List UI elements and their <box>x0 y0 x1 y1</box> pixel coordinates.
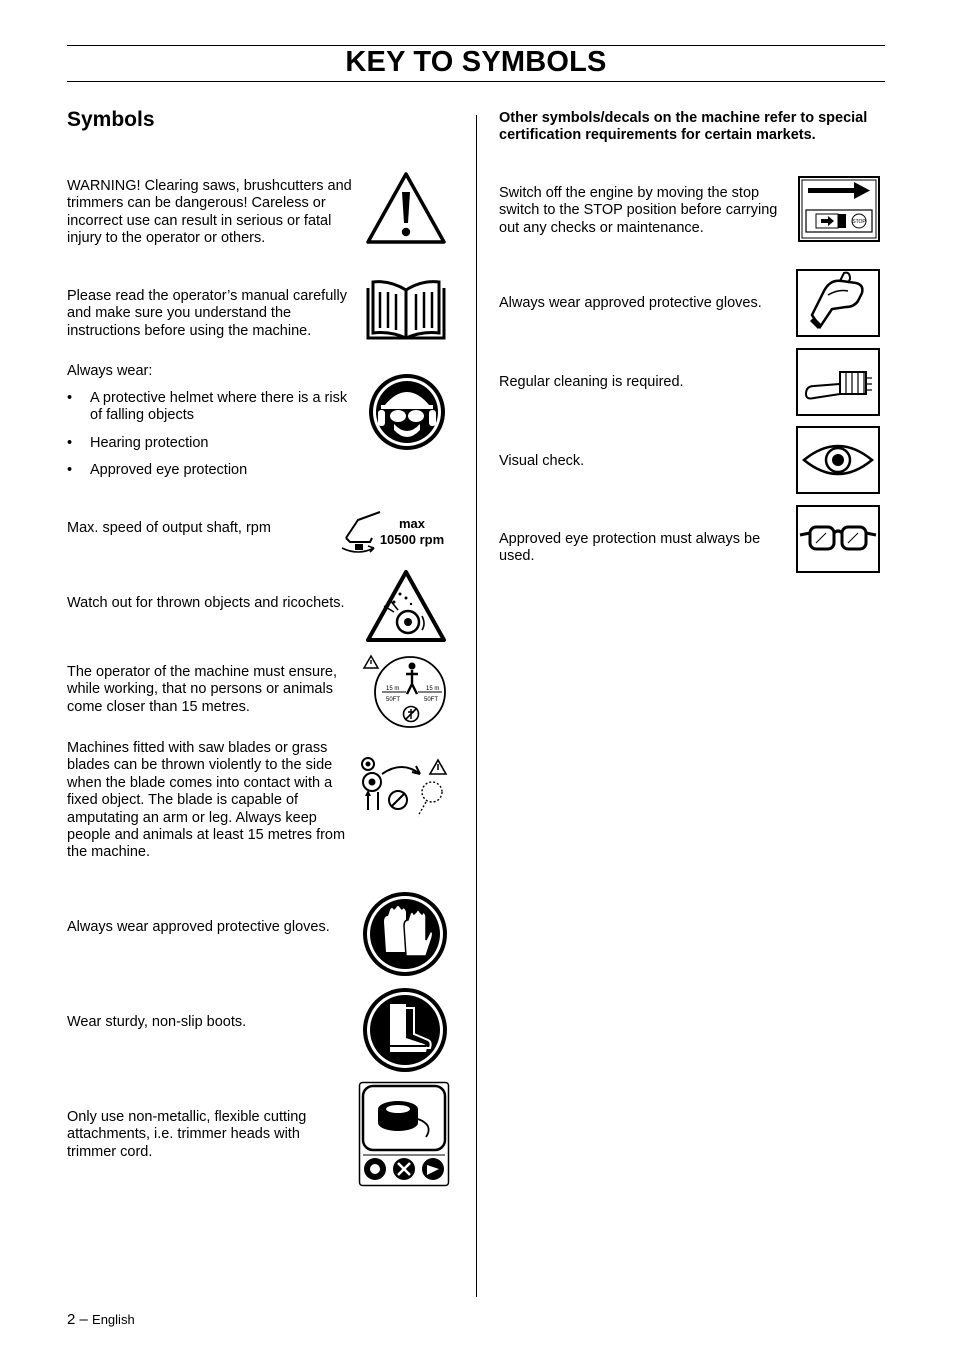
safety-glasses-icon <box>796 505 880 573</box>
gloves-text-left: Always wear approved protective gloves. <box>67 919 330 935</box>
footer-language: English <box>92 1312 135 1327</box>
visual-check-text: Visual check. <box>499 453 585 469</box>
wear-item-text: Hearing protection <box>90 435 209 451</box>
header-bottom-rule <box>67 81 885 82</box>
footer-dash: – <box>75 1311 93 1328</box>
distance-icon-right-ft: 50FT <box>424 697 439 703</box>
max-speed-rpm-icon <box>340 510 452 556</box>
stop-switch-text: Switch off the engine by moving the stop switch to the STOP position before carrying out any checks or maintenance. <box>499 185 778 236</box>
page-footer <box>67 1311 135 1328</box>
wear-item: • Hearing protection <box>67 435 209 451</box>
stop-switch-decal-icon <box>798 176 880 242</box>
wear-item-text: Approved eye protection <box>90 462 248 478</box>
wear-item: • A protective helmet where there is a risk of falling objects <box>67 390 348 424</box>
always-wear-label: Always wear: <box>67 363 153 379</box>
gloves-text-right: Always wear approved protective gloves. <box>499 295 762 311</box>
trimmer-head-only-icon <box>358 1081 450 1187</box>
distance-icon-right-m: 15 m <box>426 686 440 692</box>
safety-boots-icon <box>362 986 448 1074</box>
column-divider <box>476 115 477 1297</box>
warning-triangle-icon <box>364 170 448 246</box>
helmet-visor-earmuffs-icon <box>366 372 448 452</box>
blade-thrust-warning-icon <box>356 752 448 818</box>
distance-icon-left-ft: 50FT <box>386 697 401 703</box>
cleaning-text: Regular cleaning is required. <box>499 374 684 390</box>
safety-distance-15m-icon <box>362 654 450 730</box>
wear-item: • Approved eye protection <box>67 462 248 478</box>
max-speed-icon-line1: max <box>398 516 426 531</box>
other-symbols-intro: Other symbols/decals on the machine refer to special certification requirements for certain markets. <box>499 110 868 144</box>
thrown-objects-warning-icon <box>364 568 448 644</box>
eye-visual-check-icon <box>796 426 880 494</box>
page-number: 2 <box>67 1311 76 1328</box>
max-speed-text: Max. speed of output shaft, rpm <box>67 520 271 536</box>
page-title: KEY TO SYMBOLS <box>345 46 607 78</box>
open-book-icon <box>364 278 448 342</box>
section-title: Symbols <box>67 108 155 131</box>
wear-item-text: A protective helmet where there is a risk of falling objects <box>90 390 348 424</box>
blade-kick-text: Machines fitted with saw blades or grass blades can be thrown violently to the side when the blade comes into contact with a fixed object. The blade is capable of amputating an arm or leg. Always keep people and animals at least 15 metres from the machine. <box>67 740 346 861</box>
non-metallic-text: Only use non-metallic, flexible cutting attachments, i.e. trimmer heads with trimmer cord. <box>67 1109 307 1160</box>
boots-text: Wear sturdy, non-slip boots. <box>67 1014 247 1030</box>
manual-text: Please read the operator’s manual carefully and make sure you understand the instructions before using the machine. <box>67 288 347 339</box>
distance-text: The operator of the machine must ensure, while working, that no persons or animals come closer than 15 metres. <box>67 664 338 715</box>
thrown-objects-text: Watch out for thrown objects and ricochets. <box>67 595 345 611</box>
warning-text: WARNING! Clearing saws, brushcutters and trimmers can be dangerous! Careless or incorrect use can result in serious or fatal injury to the operator or others. <box>67 178 352 247</box>
max-speed-icon-line2: 10500 rpm <box>379 532 445 547</box>
eye-protection-text: Approved eye protection must always be used. <box>499 531 761 565</box>
protective-gloves-icon <box>362 890 448 978</box>
brush-cleaning-icon <box>796 348 880 416</box>
glove-decal-icon <box>796 269 880 337</box>
distance-icon-left-m: 15 m <box>386 686 400 692</box>
stop-label: STOP <box>852 219 866 225</box>
